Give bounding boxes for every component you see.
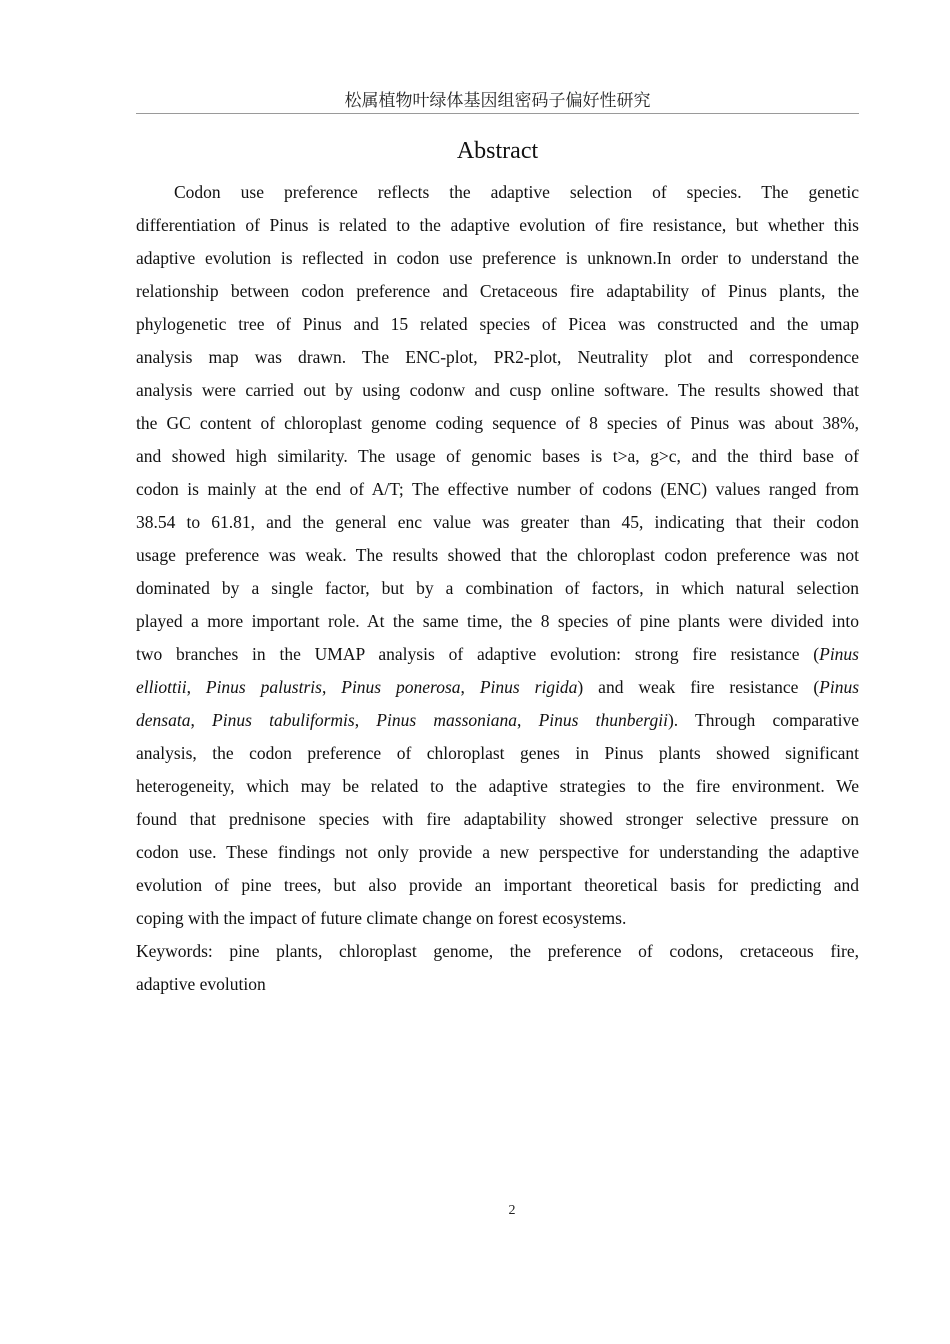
- text-run: ,: [517, 710, 539, 730]
- text-run: found that prednisone species with fire adaptability showed stronger selective pressure on: [136, 809, 859, 829]
- text-run: codon use. These findings not only provide a new perspective for understanding the adaptive: [136, 842, 859, 862]
- abstract-line: [136, 176, 859, 209]
- text-run: two branches in the UMAP analysis of adaptive evolution: strong fire resistance (: [136, 644, 820, 664]
- abstract-line: [136, 902, 859, 935]
- abstract-line: [136, 341, 859, 374]
- text-run: ,: [354, 710, 377, 730]
- text-run: Codon use preference reflects the adaptive selection of species. The genetic: [174, 182, 859, 202]
- abstract-line: [136, 473, 859, 506]
- text-run: evolution of pine trees, but also provide an important theoretical basis for predicting and: [136, 875, 859, 895]
- text-run: analysis were carried out by using codonw and cusp online software. The results showed that: [136, 380, 859, 400]
- abstract-heading: Abstract: [456, 138, 539, 164]
- text-run: ,: [190, 710, 213, 730]
- running-header-title: 松属植物叶绿体基因组密码子偏好性研究: [344, 91, 651, 110]
- text-run: differentiation of Pinus is related to the adaptive evolution of fire resistance, but whether this: [136, 215, 859, 235]
- text-run: usage preference was weak. The results showed that the chloroplast codon preference was not: [136, 545, 859, 565]
- species-name: Pinus: [819, 644, 859, 664]
- text-run: ,: [321, 677, 342, 697]
- keywords-line: [136, 935, 859, 968]
- abstract-body: [136, 176, 859, 1001]
- species-name: Pinus ponerosa: [341, 677, 461, 697]
- abstract-line: [136, 737, 859, 770]
- abstract-line: [136, 407, 859, 440]
- text-run: ) and weak fire resistance (: [577, 677, 820, 697]
- abstract-line: [136, 803, 859, 836]
- text-run: phylogenetic tree of Pinus and 15 related species of Picea was constructed and the umap: [136, 314, 859, 334]
- abstract-line: [136, 704, 859, 737]
- species-name: Pinus rigida: [479, 677, 578, 697]
- species-name: Pinus: [819, 677, 859, 697]
- abstract-line: [136, 605, 859, 638]
- abstract-line: [136, 308, 859, 341]
- species-name: Pinus thunbergii: [538, 710, 668, 730]
- text-run: the GC content of chloroplast genome coding sequence of 8 species of Pinus was about 38%,: [136, 413, 859, 433]
- text-run: ,: [460, 677, 480, 697]
- abstract-line: [136, 869, 859, 902]
- text-run: analysis, the codon preference of chloroplast genes in Pinus plants showed significant: [136, 743, 859, 763]
- abstract-line: [136, 275, 859, 308]
- abstract-line: [136, 572, 859, 605]
- abstract-line: [136, 506, 859, 539]
- text-run: ). Through comparative: [667, 710, 859, 730]
- text-run: adaptive evolution is reflected in codon use preference is unknown.In order to understand the: [136, 248, 859, 268]
- abstract-line: [136, 374, 859, 407]
- abstract-line: [136, 209, 859, 242]
- abstract-line: [136, 539, 859, 572]
- abstract-line: [136, 242, 859, 275]
- abstract-line: [136, 440, 859, 473]
- text-run: codon is mainly at the end of A/T; The effective number of codons (ENC) values ranged from: [136, 479, 859, 499]
- species-name: Pinus palustris: [205, 677, 322, 697]
- text-run: 38.54 to 61.81, and the general enc value was greater than 45, indicating that their codon: [136, 512, 859, 532]
- text-run: and showed high similarity. The usage of genomic bases is t>a, g>c, and the third base of: [136, 446, 859, 466]
- abstract-line: [136, 770, 859, 803]
- text-run: played a more important role. At the same time, the 8 species of pine plants were divided into: [136, 611, 859, 631]
- page-number: 2: [508, 1203, 516, 1218]
- text-run: ,: [186, 677, 206, 697]
- header-rule: [136, 113, 859, 114]
- species-name: Pinus tabuliformis: [212, 710, 355, 730]
- text-run: analysis map was drawn. The ENC-plot, PR2-plot, Neutrality plot and correspondence: [136, 347, 859, 367]
- species-name: elliottii: [136, 677, 187, 697]
- species-name: Pinus massoniana: [376, 710, 517, 730]
- keywords-text: Keywords: pine plants, chloroplast genome, the preference of codons, cretaceous fire,: [136, 941, 859, 961]
- text-run: relationship between codon preference and Cretaceous fire adaptability of Pinus plants, the: [136, 281, 859, 301]
- keywords-text: adaptive evolution: [136, 974, 266, 994]
- text-run: dominated by a single factor, but by a combination of factors, in which natural selection: [136, 578, 859, 598]
- abstract-line: [136, 638, 859, 671]
- abstract-line: [136, 836, 859, 869]
- text-run: coping with the impact of future climate change on forest ecosystems.: [136, 908, 627, 928]
- abstract-line: [136, 671, 859, 704]
- text-run: heterogeneity, which may be related to the adaptive strategies to the fire environment. We: [136, 776, 859, 796]
- keywords-line: [136, 968, 859, 1001]
- species-name: densata: [136, 710, 191, 730]
